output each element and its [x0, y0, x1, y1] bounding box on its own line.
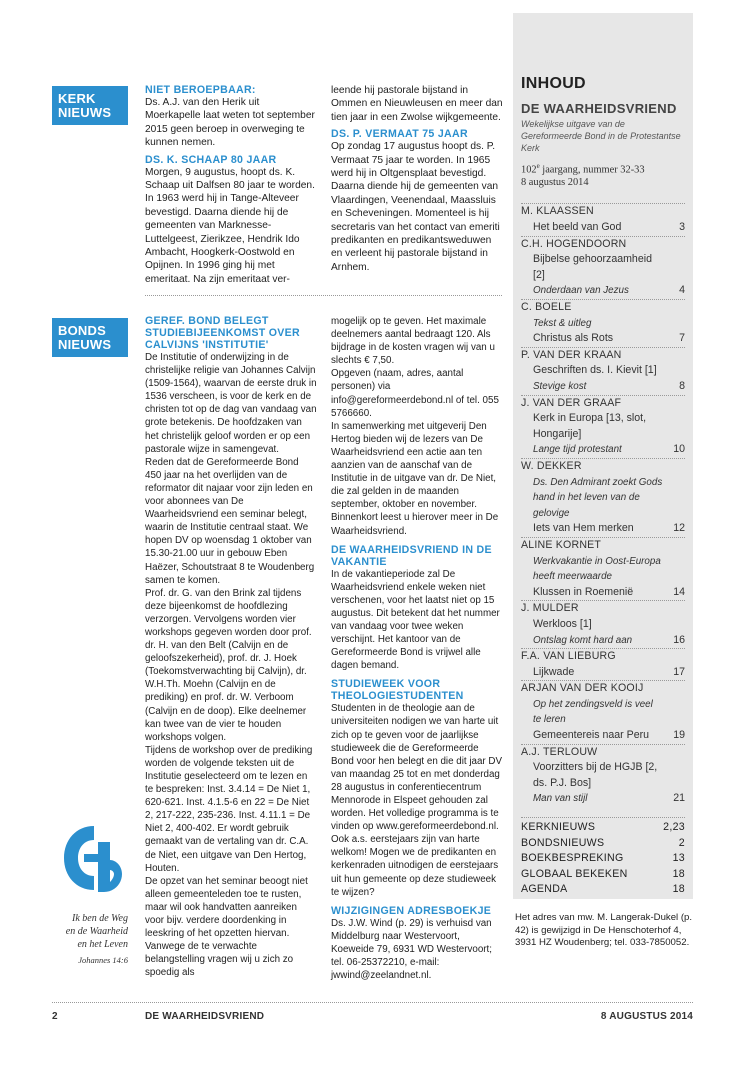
toc-page-number: 18 [672, 883, 685, 896]
toc-author [521, 537, 685, 554]
toc-section-title: GLOBAAL BEKEKEN [521, 867, 628, 880]
toc-author-name: J. VAN DER GRAAF [521, 396, 622, 409]
page-number: 2 [52, 1011, 58, 1022]
footer-divider [52, 1002, 693, 1003]
toc-item-title[interactable]: Op het zendingsveld is veel te leren [533, 698, 653, 726]
toc-item [521, 411, 685, 442]
toc-page-number: 16 [673, 633, 685, 646]
heading: DS. K. SCHAAP 80 JAAR [145, 153, 277, 166]
heading: STUDIEWEEK VOOR THEOLOGIESTUDENTEN [331, 678, 464, 703]
paragraph: Reden dat de Gereformeerde Bond 450 jaar na het overlijden van de reformator dit najaar voor zijn leden en voor abonnees van De Waarheidsvriend een seminar belegt, waarin de Institutie centraal staat. We hopen DV op woensdag 1 oktober van 15.30-21.00 uur in gebouw Eben Haëzer, Schoutstraat 8 te Woudenberg samen te komen. [145, 456, 315, 586]
paragraph: De Institutie of onderwijzing in de christelijke religie van Johannes Calvijn (1509-1564), waarvan de eerste druk in 1536 verscheen, is voor de kerk en de christen tot op de dag van vandaag van grote betekenis. De hoofdzaken van het christelijk geloof worden er op een pastorale wijze in samengevat. [145, 352, 317, 455]
toc-item [521, 760, 685, 791]
toc-item-title[interactable]: Klussen in Roemenië [533, 585, 634, 598]
magazine-subtitle: Wekelijkse uitgave van de Gereformeerde Bond in de Protestantse Kerk [521, 119, 681, 153]
toc-item-title[interactable]: Christus als Rots [533, 332, 614, 345]
toc-page-number: 18 [672, 867, 685, 880]
toc-section[interactable] [521, 836, 685, 852]
toc-author-name: F.A. VAN LIEBURG [521, 650, 616, 663]
toc-item-title[interactable]: Bijbelse gehoorzaamheid [2] [533, 253, 652, 281]
issue-year: 102 [521, 164, 537, 176]
magazine-title: DE WAARHEIDSVRIEND [521, 101, 677, 116]
toc-item-title[interactable]: Man van stijl [533, 793, 588, 805]
kerknieuws-col2 [331, 84, 503, 274]
toc-section[interactable] [521, 820, 685, 836]
label-line: NIEUWS [58, 105, 112, 120]
toc-author-name: ALINE KORNET [521, 538, 602, 551]
toc-page-number: 19 [673, 729, 685, 742]
paragraph: Op zondag 17 augustus hoopt ds. P. Vermaat 75 jaar te worden. In 1965 werd hij in Oltgensplaat bevestigd. Daarna diende hij de gemeenten van Vlaardingen, Veenendaal, Maassluis en Scheveningen. Momenteel is hij secretaris van het contact van emeriti predikanten en predikantsweduwen en verleent hij pastorale bijstand in Arnhem. [331, 141, 500, 273]
toc-author [521, 347, 685, 364]
toc-author [521, 458, 685, 475]
toc-section-title: KERKNIEUWS [521, 821, 596, 834]
paragraph: mogelijk op te geven. Het maximale deelnemers aantal bedraagt 120. Als bijdrage in de kosten vragen wij van u slechts € 7,50. [331, 316, 495, 367]
toc-page-number: 2 [678, 836, 685, 849]
toc-item [521, 363, 685, 379]
toc-item-title[interactable]: Werkloos [1] [533, 617, 592, 630]
toc-author [521, 395, 685, 412]
divider [145, 295, 502, 296]
toc-item [521, 633, 685, 649]
toc-item [521, 252, 685, 283]
footer-date: 8 AUGUSTUS 2014 [600, 1011, 693, 1022]
quote-ref: Johannes 14:6 [78, 955, 128, 965]
label-line: NIEUWS [58, 337, 112, 352]
quote-line: en het Leven [77, 939, 128, 950]
bondsnieuws-col2 [331, 315, 503, 982]
toc-item-title[interactable]: Kerk in Europa [13, slot, Hongarije] [533, 412, 647, 440]
paragraph: Prof. dr. G. van den Brink zal tijdens deze bijeenkomst de hoofdlezing verzorgen. Vervolgens worden vier workshops gegeven worden door prof. dr. H. van den Belt (Calvijn en de geloofszekerheid), prof. dr. J. Hoek (Toekomstverwachting bij Calvijn), dr. W.H.Th. Moehn (Calvijn en de prediking) en prof. dr. W. Verboom (Calvijn en de doop). Elke deelnemer kan twee van de vier te houden workshops volgen. [145, 587, 312, 743]
toc-item [521, 665, 685, 681]
toc-author-name: W. DEKKER [521, 459, 582, 472]
toc-author-name: A.J. TERLOUW [521, 745, 598, 758]
toc-item [521, 617, 685, 633]
toc-page-number: 10 [673, 443, 685, 456]
toc-item-title[interactable]: Iets van Hem merken [533, 522, 634, 535]
issue-sup: e [536, 162, 540, 170]
toc-item [521, 475, 685, 522]
toc-item-title[interactable]: Stevige kost [533, 381, 587, 392]
toc-author [521, 203, 685, 220]
scripture-quote [40, 912, 128, 967]
toc-section-title: BOEKBESPREKING [521, 852, 624, 865]
gb-logo-icon [54, 820, 134, 900]
toc-page-number: 14 [673, 585, 685, 598]
toc-item-title[interactable]: Het beeld van God [533, 221, 622, 234]
kerknieuws-label [52, 86, 128, 125]
issue-date: 8 augustus 2014 [521, 177, 589, 189]
toc-page-number: 3 [679, 221, 685, 234]
toc-page-number: 2,23 [663, 821, 685, 834]
toc-author [521, 299, 685, 316]
issue-rest: jaargang, nummer 32-33 [539, 164, 645, 176]
paragraph: leende hij pastorale bijstand in Ommen en Nieuwleusen en meer dan tien jaar in een Zwolse wijkgemeente. [331, 85, 503, 123]
toc-section-title: BONDSNIEUWS [521, 836, 605, 849]
toc-page-number: 21 [673, 792, 685, 805]
address-note: Het adres van mw. M. Langerak-Dukel (p. 42) is gewijzigd in De Henschoterhof 4, 3931 HZ Woudenberg; tel. 033-7850052. [515, 912, 693, 949]
toc-author-name: P. VAN DER KRAAN [521, 348, 622, 361]
toc-item-title[interactable]: Onderdaan van Jezus [533, 285, 629, 297]
toc-section[interactable] [521, 867, 685, 883]
toc-item [521, 521, 685, 537]
toc-item-title[interactable]: Ds. Den Admirant zoekt Gods hand in het leven van de gelovige [533, 476, 663, 519]
toc-author [521, 600, 685, 617]
paragraph: In de vakantieperiode zal De Waarheidsvriend enkele weken niet verschenen, voor het laatst niet op 15 augustus. Dit betekent dat het nummer van vandaag voor twee weken verschijnt. Het kantoor van de Gereformeerde Bond is vrijwel alle dagen bemand. [331, 568, 500, 672]
toc-page-number: 13 [672, 852, 685, 865]
label-line: KERK [58, 91, 96, 106]
toc-page-number: 8 [679, 380, 685, 392]
bondsnieuws-col1 [145, 315, 317, 980]
kerknieuws-col1 [145, 84, 317, 286]
toc-author-name: M. KLAASSEN [521, 205, 594, 218]
toc-item [521, 442, 685, 458]
toc-author-name: C. BOELE [521, 301, 572, 314]
heading: NIET BEROEPBAAR: [145, 84, 256, 96]
toc-item [521, 697, 685, 728]
toc-page-number: 12 [673, 522, 685, 535]
heading: WIJZIGINGEN ADRESBOEKJE [331, 904, 492, 917]
toc-item [521, 585, 685, 601]
toc-item [521, 283, 685, 299]
toc-sections [521, 817, 685, 898]
toc-page-number: 17 [673, 665, 685, 678]
toc-author-name: J. MULDER [521, 602, 579, 615]
bondsnieuws-label [52, 318, 128, 357]
toc-author [521, 680, 685, 697]
paragraph: De opzet van het seminar beoogt niet alleen gemeenteleden toe te rusten, maar wil ook handvatten aanreiken voor bijv. verdere doordenking in leeskring of het opzetten hiervan. Vanwege de te verwachte belangstelling vragen wij u zich zo spoedig als [145, 875, 308, 979]
paragraph: Ds. J.W. Wind (p. 29) is verhuisd van Middelburg naar Westervoort, Koeweide 79, 6931 WD Westervoort; tel. 06-25372210, e-mail: jwwind@zeelandnet.nl. [331, 917, 493, 982]
toc-section[interactable] [521, 882, 685, 898]
quote-line: Ik ben de Weg [72, 913, 128, 924]
label-line: BONDS [58, 323, 106, 338]
toc-item [521, 316, 685, 332]
toc-item-title[interactable]: Lijkwade [533, 665, 575, 678]
quote-line: en de Waarheid [65, 926, 128, 937]
toc-item [521, 379, 685, 395]
paragraph: Ds. A.J. van den Herik uit Moerkapelle laat weten tot september 2015 geen beroep in overweging te kunnen nemen. [145, 97, 315, 149]
paragraph: Opgeven (naam, adres, aantal personen) via info@gereformeerdebond.nl of tel. 055 5766660. [331, 368, 499, 419]
toc-item [521, 331, 685, 347]
toc-item [521, 220, 685, 236]
toc-item [521, 791, 685, 807]
toc-title: INHOUD [521, 75, 586, 92]
heading: GEREF. BOND BELEGT STUDIEBIJEENKOMST OVER CALVIJNS 'INSTITUTIE' [145, 315, 300, 351]
toc [521, 75, 685, 898]
toc-item [521, 728, 685, 744]
paragraph: Studenten in de theologie aan de universiteiten nodigen we van harte uit zich op te geven voor de jaarlijkse studieweek die de Gereformeerde Bond voor hen belegt en die dit jaar DV van maandag 25 tot en met donderdag 28 augustus in conferentiecentrum Mennorode in Elspeet gehouden zal worden. Het volledige programma is te vinden op www.gereformeerdebond.nl. Ook a.s. eerstejaars zijn van harte welkom! Mogen we de predikanten en kerkenraden uitnodigen de eerstejaars uit hun gemeente op deze studieweek te wijzen? [331, 703, 503, 898]
heading: DE WAARHEIDSVRIEND IN DE VAKANTIE [331, 543, 492, 568]
paragraph: In samenwerking met uitgeverij Den Hertog bieden wij de lezers van De Waarheidsvriend een actie aan ten aanzien van de aanschaf van de Institutie in de uitgave van dr. De Niet, die zal gelden in de maanden september, oktober en november. Binnenkort leest u hierover meer in De Waarheidsvriend. [331, 420, 499, 537]
footer-magazine: DE WAARHEIDSVRIEND [145, 1011, 265, 1022]
toc-item-title[interactable]: Tekst & uitleg [533, 317, 592, 329]
toc-author [521, 236, 685, 253]
paragraph: Morgen, 9 augustus, hoopt ds. K. Schaap uit Dalfsen 80 jaar te worden. In 1963 werd hij in Tange-Alteveer bevestigd. Daarna diende hij de gemeenten van Marknesse-Luttelgeest, Zierikzee, Hendrik Ido Ambacht, Hoogkerk-Oostwold en Opijnen. In 1996 ging hij met emeritaat. Na zijn emeritaat ver- [145, 166, 315, 285]
toc-item-title[interactable]: Werkvakantie in Oost-Europa heeft meerwaarde [533, 555, 661, 583]
heading: DS. P. VERMAAT 75 JAAR [331, 128, 468, 141]
issue-line [521, 160, 685, 176]
toc-author [521, 648, 685, 665]
toc-item-title[interactable]: Geschriften ds. I. Kievit [1] [533, 364, 657, 377]
toc-page-number: 7 [679, 332, 685, 345]
toc-page-number: 4 [679, 284, 685, 297]
toc-item-title[interactable]: Voorzitters bij de HGJB [2, ds. P.J. Bos] [533, 761, 658, 789]
toc-item-title[interactable]: Gemeentereis naar Peru [533, 729, 650, 742]
toc-section-title: AGENDA [521, 883, 568, 896]
toc-item-title[interactable]: Lange tijd protestant [533, 444, 622, 456]
toc-author-name: ARJAN VAN DER KOOIJ [521, 682, 644, 695]
paragraph: Tijdens de workshop over de prediking worden de volgende teksten uit de Institutie geselecteerd om te lezen en te bespreken: Inst. 3.4.14 = De Niet 1, 620-621. Inst. 4.1.5-6 en 22 = De Niet 2, 217-222, 235-236. Inst. 4.11.1 = De Niet 2, 400-402. Er wordt gebruik gemaakt van de vertaling van dr. C.A. de Niet, een uitgave van Den Hertog, Houten. [145, 744, 313, 874]
toc-section[interactable] [521, 851, 685, 867]
toc-item-title[interactable]: Ontslag komt hard aan [533, 634, 633, 646]
toc-author [521, 744, 685, 761]
toc-entries [521, 203, 685, 807]
toc-author-name: C.H. HOGENDOORN [521, 237, 627, 250]
toc-item [521, 554, 685, 585]
